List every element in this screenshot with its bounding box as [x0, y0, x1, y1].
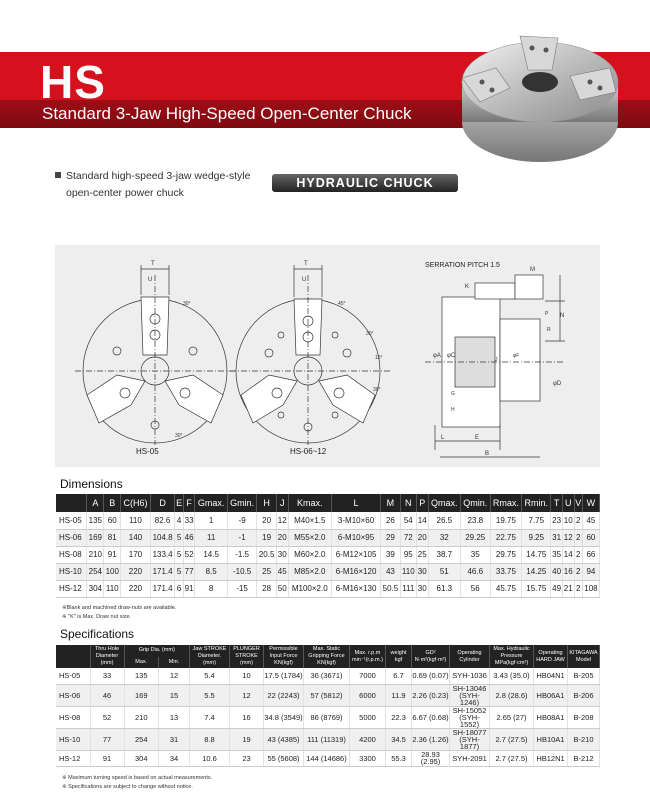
table-cell: 23: [230, 750, 264, 766]
table-cell: 77: [183, 563, 195, 580]
table-cell: 171.4: [150, 563, 175, 580]
dim-header-cell: Gmax.: [195, 494, 227, 512]
table-cell: 2.26 (0.23): [412, 684, 450, 706]
svg-text:N: N: [560, 313, 565, 319]
hs06-front-view: [230, 265, 390, 445]
svg-text:45°: 45°: [338, 301, 346, 307]
table-cell: 23.8: [461, 512, 490, 529]
dimensions-header-row: [56, 494, 600, 512]
table-cell: 10.6: [190, 750, 230, 766]
table-cell: 36 (3671): [304, 668, 350, 684]
spec-head-cylinder: Operating Cylinder: [450, 645, 490, 668]
svg-text:L: L: [441, 435, 445, 441]
table-cell: 110: [104, 580, 121, 597]
table-cell: 11: [195, 529, 227, 546]
table-cell: 5.5: [190, 684, 230, 706]
svg-text:B: B: [485, 451, 490, 457]
table-cell: 91: [104, 546, 121, 563]
spec-head-rpm: Max. r.p.m min⁻¹(r.p.m.): [350, 645, 386, 668]
table-cell: 2: [574, 580, 582, 597]
table-cell: 52: [90, 706, 124, 728]
table-row: [56, 668, 600, 684]
table-cell: 10: [230, 668, 264, 684]
specifications-note-1: ※ Maximum turning speed is based on actual measurements.: [62, 775, 213, 781]
spec-head-model: [56, 645, 90, 668]
table-cell: SYH-2091: [450, 750, 490, 766]
table-cell: 26: [381, 512, 401, 529]
svg-text:30°: 30°: [373, 387, 381, 393]
table-cell: 20: [257, 512, 277, 529]
table-cell: 45: [582, 512, 599, 529]
dim-header-cell: D: [150, 494, 175, 512]
svg-text:φC: φC: [447, 353, 456, 359]
dim-header-cell: Gmin.: [227, 494, 256, 512]
page-subtitle: Standard 3-Jaw High-Speed Open-Center Chuck: [42, 104, 412, 123]
table-cell: 55.3: [386, 750, 412, 766]
table-cell: 2.36 (1.26): [412, 728, 450, 750]
table-cell: -10.5: [227, 563, 256, 580]
table-cell: 16: [562, 563, 574, 580]
table-cell: 6-M16×120: [331, 563, 380, 580]
table-cell: 20: [276, 529, 288, 546]
table-cell: 22 (2243): [264, 684, 304, 706]
svg-text:φF: φF: [513, 353, 520, 359]
spec-head-jaw: Operating HARD JAW: [534, 645, 568, 668]
table-cell: 14: [562, 546, 574, 563]
table-cell: 6.7: [386, 668, 412, 684]
table-cell: 25: [257, 563, 277, 580]
table-cell: 46: [183, 529, 195, 546]
model-cell: HS-12: [56, 750, 90, 766]
table-cell: 210: [87, 546, 104, 563]
table-cell: 16: [230, 706, 264, 728]
table-cell: 14: [416, 512, 428, 529]
table-cell: HB12N1: [534, 750, 568, 766]
table-cell: 29.25: [461, 529, 490, 546]
dim-header-cell: M: [381, 494, 401, 512]
table-cell: 15.75: [522, 580, 551, 597]
table-cell: 2.7 (27.5): [490, 750, 534, 766]
dim-header-cell: Qmax.: [428, 494, 460, 512]
table-cell: 7000: [350, 668, 386, 684]
table-cell: -15: [227, 580, 256, 597]
chuck-product-image: [440, 20, 640, 170]
table-cell: 104.8: [150, 529, 175, 546]
table-cell: B-208: [568, 706, 600, 728]
table-cell: 20: [416, 529, 428, 546]
table-cell: 34: [159, 750, 190, 766]
table-cell: 2.7 (27.5): [490, 728, 534, 750]
table-cell: 54: [400, 512, 416, 529]
model-cell: HS-08: [56, 706, 90, 728]
table-cell: 34.5: [386, 728, 412, 750]
table-cell: 8.5: [195, 563, 227, 580]
table-row: [56, 706, 600, 728]
table-cell: 135: [124, 668, 159, 684]
dim-header-cell: J: [276, 494, 288, 512]
table-cell: 35: [461, 546, 490, 563]
side-section-view: [425, 275, 565, 457]
table-cell: 30: [416, 563, 428, 580]
svg-text:G: G: [451, 391, 455, 397]
table-cell: 304: [124, 750, 159, 766]
hs05-drawing-label: HS-05: [136, 447, 159, 456]
table-cell: 5000: [350, 706, 386, 728]
table-cell: 82.6: [150, 512, 175, 529]
table-cell: 5: [175, 563, 183, 580]
dim-header-cell: H: [257, 494, 277, 512]
hydraulic-chuck-badge: HYDRAULIC CHUCK: [272, 174, 458, 192]
table-cell: 4: [175, 512, 183, 529]
table-cell: 51: [428, 563, 460, 580]
svg-text:E: E: [475, 435, 480, 441]
table-cell: 72: [400, 529, 416, 546]
spec-head-grip-min: Min.: [159, 657, 190, 669]
dim-header-cell: A: [87, 494, 104, 512]
table-cell: -9: [227, 512, 256, 529]
model-cell: HS-10: [56, 563, 87, 580]
table-cell: 169: [87, 529, 104, 546]
spec-head-grip: Grip Dia. (mm): [124, 645, 190, 657]
table-cell: 33: [90, 668, 124, 684]
svg-text:R: R: [547, 327, 551, 333]
table-cell: 21: [562, 580, 574, 597]
spec-head-static: Max. Static Gripping Force KN(kgf): [304, 645, 350, 668]
table-cell: 1: [195, 512, 227, 529]
table-cell: 45.75: [490, 580, 522, 597]
table-cell: 111 (11319): [304, 728, 350, 750]
table-cell: 81: [104, 529, 121, 546]
model-cell: HS-06: [56, 684, 90, 706]
table-cell: 25: [416, 546, 428, 563]
table-cell: M85×2.0: [288, 563, 331, 580]
table-cell: HB08A1: [534, 706, 568, 728]
table-cell: 2.8 (28.6): [490, 684, 534, 706]
table-cell: 33.75: [490, 563, 522, 580]
table-cell: 31: [159, 728, 190, 750]
svg-text:T: T: [304, 261, 308, 267]
table-cell: 7.4: [190, 706, 230, 728]
table-cell: 144 (14686): [304, 750, 350, 766]
table-cell: 29: [381, 529, 401, 546]
table-row: [56, 546, 600, 563]
spec-head-thru: Thru Hole Diameter (mm): [90, 645, 124, 668]
hs06-drawing-label: HS-06~12: [290, 447, 327, 456]
table-cell: 22.75: [490, 529, 522, 546]
table-cell: 66: [582, 546, 599, 563]
table-cell: 26.5: [428, 512, 460, 529]
table-cell: 43 (4385): [264, 728, 304, 750]
table-row: [56, 563, 600, 580]
table-cell: 14.5: [195, 546, 227, 563]
table-cell: 52: [183, 546, 195, 563]
dim-header-cell: N: [400, 494, 416, 512]
table-cell: 57 (5812): [304, 684, 350, 706]
table-cell: HB04N1: [534, 668, 568, 684]
table-cell: 33: [183, 512, 195, 529]
table-cell: HB10A1: [534, 728, 568, 750]
dim-header-cell: F: [183, 494, 195, 512]
model-cell: HS-05: [56, 668, 90, 684]
table-cell: 6.67 (0.68): [412, 706, 450, 728]
dim-header-cell: E: [175, 494, 183, 512]
table-cell: 46: [90, 684, 124, 706]
bullet-square-icon: [55, 172, 61, 178]
table-row: [56, 750, 600, 766]
table-cell: B-206: [568, 684, 600, 706]
table-cell: 17.5 (1784): [264, 668, 304, 684]
table-row: [56, 512, 600, 529]
bullet-line-1: Standard high-speed 3-jaw wedge-style: [66, 170, 251, 182]
spec-header-row-1: [56, 645, 600, 657]
svg-text:15°: 15°: [375, 355, 383, 361]
table-cell: M100×2.0: [288, 580, 331, 597]
table-cell: 2: [574, 529, 582, 546]
table-cell: 35: [551, 546, 563, 563]
svg-text:H: H: [451, 407, 455, 413]
spec-head-gd: GD² N·m²(kgf·m²): [412, 645, 450, 668]
spec-head-input: Permissible Input Force KN(kgf): [264, 645, 304, 668]
table-cell: M40×1.5: [288, 512, 331, 529]
svg-text:J: J: [495, 357, 498, 363]
dimensions-body: [56, 512, 600, 597]
dim-header-cell: U: [562, 494, 574, 512]
model-cell: HS-10: [56, 728, 90, 750]
feature-bullet: [55, 168, 250, 202]
spec-head-pressure: Max. Hydraulic Pressure MPa(kgf·cm²): [490, 645, 534, 668]
table-cell: 6-M10×95: [331, 529, 380, 546]
table-cell: M60×2.0: [288, 546, 331, 563]
table-cell: B-205: [568, 668, 600, 684]
table-cell: 6-M16×130: [331, 580, 380, 597]
table-cell: 2.65 (27): [490, 706, 534, 728]
table-cell: 23: [551, 512, 563, 529]
table-cell: -1.5: [227, 546, 256, 563]
table-cell: 5: [175, 546, 183, 563]
table-cell: 108: [582, 580, 599, 597]
table-cell: B-212: [568, 750, 600, 766]
table-cell: 111: [400, 580, 416, 597]
spec-head-grip-max: Max.: [124, 657, 159, 669]
table-cell: 3-M10×60: [331, 512, 380, 529]
spec-head-plunger: PLUNGER STROKE (mm): [230, 645, 264, 668]
table-cell: 60: [104, 512, 121, 529]
table-cell: 43: [381, 563, 401, 580]
dim-header-cell: V: [574, 494, 582, 512]
table-cell: 11.9: [386, 684, 412, 706]
table-cell: 20.5: [257, 546, 277, 563]
table-cell: 2: [574, 546, 582, 563]
table-cell: 22.3: [386, 706, 412, 728]
svg-text:K: K: [465, 284, 470, 290]
table-cell: 4200: [350, 728, 386, 750]
table-row: [56, 580, 600, 597]
table-cell: -1: [227, 529, 256, 546]
table-cell: 95: [400, 546, 416, 563]
table-cell: 34.8 (3549): [264, 706, 304, 728]
dim-header-cell: Qmin.: [461, 494, 490, 512]
dim-header-cell: P: [416, 494, 428, 512]
specifications-title: Specifications: [60, 627, 135, 641]
dim-header-cell: Rmax.: [490, 494, 522, 512]
table-cell: 19: [230, 728, 264, 750]
svg-text:30°: 30°: [175, 433, 183, 439]
dim-header-cell: [56, 494, 87, 512]
dim-header-cell: B: [104, 494, 121, 512]
svg-text:P: P: [545, 311, 549, 317]
table-cell: 15: [159, 684, 190, 706]
table-cell: 8: [195, 580, 227, 597]
svg-text:30°: 30°: [366, 331, 374, 337]
table-cell: 12: [230, 684, 264, 706]
table-cell: 8.8: [190, 728, 230, 750]
table-cell: 30: [416, 580, 428, 597]
bullet-line-2: open-center power chuck: [66, 187, 184, 199]
table-cell: 140: [121, 529, 150, 546]
table-row: [56, 529, 600, 546]
specifications-table: [56, 645, 600, 767]
technical-drawing-panel: [55, 245, 600, 467]
table-cell: 170: [121, 546, 150, 563]
table-cell: 169: [124, 684, 159, 706]
dim-header-cell: C(H6): [121, 494, 150, 512]
table-cell: 50.5: [381, 580, 401, 597]
table-cell: 254: [124, 728, 159, 750]
table-cell: 2: [574, 512, 582, 529]
table-cell: 2: [574, 563, 582, 580]
specifications-note-2: ※ Specifications are subject to change without notice.: [62, 784, 193, 790]
table-cell: SYH-1036: [450, 668, 490, 684]
table-cell: 304: [87, 580, 104, 597]
table-cell: 30: [276, 546, 288, 563]
table-cell: 19.75: [490, 512, 522, 529]
table-cell: 12: [276, 512, 288, 529]
dim-header-cell: Rmin.: [522, 494, 551, 512]
hs05-front-view: [75, 265, 235, 445]
table-cell: 110: [400, 563, 416, 580]
table-cell: 5: [175, 529, 183, 546]
table-cell: 94: [582, 563, 599, 580]
dimensions-table: [56, 494, 600, 598]
table-cell: 29.75: [490, 546, 522, 563]
table-cell: 91: [90, 750, 124, 766]
table-cell: 31: [551, 529, 563, 546]
table-cell: 39: [381, 546, 401, 563]
table-cell: SH-18077 (SYH-1877): [450, 728, 490, 750]
table-cell: SH-15052 (SYH-1552): [450, 706, 490, 728]
dim-header-cell: Kmax.: [288, 494, 331, 512]
table-cell: 91: [183, 580, 195, 597]
specifications-body: [56, 668, 600, 766]
table-cell: 38.7: [428, 546, 460, 563]
table-cell: 14.75: [522, 546, 551, 563]
table-cell: 3.43 (35.0): [490, 668, 534, 684]
table-cell: 56: [461, 580, 490, 597]
model-cell: HS-08: [56, 546, 87, 563]
table-cell: 40: [551, 563, 563, 580]
svg-text:φD: φD: [553, 381, 562, 387]
svg-text:U: U: [148, 277, 153, 283]
table-cell: 6: [175, 580, 183, 597]
table-cell: 7.75: [522, 512, 551, 529]
table-cell: 9.25: [522, 529, 551, 546]
dimensions-note-2: ※ "K" is Max. Draw nut size.: [62, 614, 132, 620]
spec-head-kitagawa: KITAGAWA Model: [568, 645, 600, 668]
dim-header-cell: L: [331, 494, 380, 512]
table-cell: 135: [87, 512, 104, 529]
table-cell: 171.4: [150, 580, 175, 597]
dim-header-cell: W: [582, 494, 599, 512]
table-cell: 55 (5608): [264, 750, 304, 766]
table-cell: 100: [104, 563, 121, 580]
table-cell: 6-M12×105: [331, 546, 380, 563]
table-cell: 49: [551, 580, 563, 597]
svg-text:φA: φA: [433, 353, 441, 359]
table-cell: 60: [582, 529, 599, 546]
table-cell: 28: [257, 580, 277, 597]
technical-drawing: [55, 245, 600, 467]
spec-head-weight: weight kgf: [386, 645, 412, 668]
serration-pitch-label: SERRATION PITCH 1.5: [425, 262, 500, 269]
table-cell: 6000: [350, 684, 386, 706]
table-cell: 46.6: [461, 563, 490, 580]
table-cell: 133.4: [150, 546, 175, 563]
table-cell: 210: [124, 706, 159, 728]
table-cell: 13: [159, 706, 190, 728]
table-row: [56, 684, 600, 706]
table-cell: 50: [276, 580, 288, 597]
table-cell: 220: [121, 563, 150, 580]
svg-text:U: U: [302, 277, 307, 283]
table-cell: HB06A1: [534, 684, 568, 706]
model-cell: HS-12: [56, 580, 87, 597]
table-cell: SH-13046 (SYH-1246): [450, 684, 490, 706]
svg-text:M: M: [530, 267, 535, 273]
dim-header-cell: T: [551, 494, 563, 512]
table-cell: 86 (8769): [304, 706, 350, 728]
svg-text:30°: 30°: [183, 301, 191, 307]
table-cell: 110: [121, 512, 150, 529]
model-cell: HS-05: [56, 512, 87, 529]
svg-text:T: T: [151, 261, 155, 267]
table-cell: 220: [121, 580, 150, 597]
table-cell: 19: [257, 529, 277, 546]
table-cell: 12: [159, 668, 190, 684]
spec-head-stroke: Jaw STROKE Diameter. (mm): [190, 645, 230, 668]
table-cell: 28.93 (2.95): [412, 750, 450, 766]
table-cell: 32: [428, 529, 460, 546]
table-cell: 77: [90, 728, 124, 750]
table-cell: B-210: [568, 728, 600, 750]
table-cell: 45: [276, 563, 288, 580]
dimensions-note-1: ※Blank and machined draw-nuts are available.: [62, 605, 177, 611]
page-title: HS: [40, 56, 106, 108]
dimensions-title: Dimensions: [60, 477, 123, 491]
table-cell: 5.4: [190, 668, 230, 684]
table-cell: 12: [562, 529, 574, 546]
table-cell: 3300: [350, 750, 386, 766]
table-cell: 61.3: [428, 580, 460, 597]
table-cell: 0.69 (0.07): [412, 668, 450, 684]
table-cell: 14.25: [522, 563, 551, 580]
table-cell: 254: [87, 563, 104, 580]
table-row: [56, 728, 600, 750]
table-cell: 10: [562, 512, 574, 529]
table-cell: M55×2.0: [288, 529, 331, 546]
model-cell: HS-06: [56, 529, 87, 546]
